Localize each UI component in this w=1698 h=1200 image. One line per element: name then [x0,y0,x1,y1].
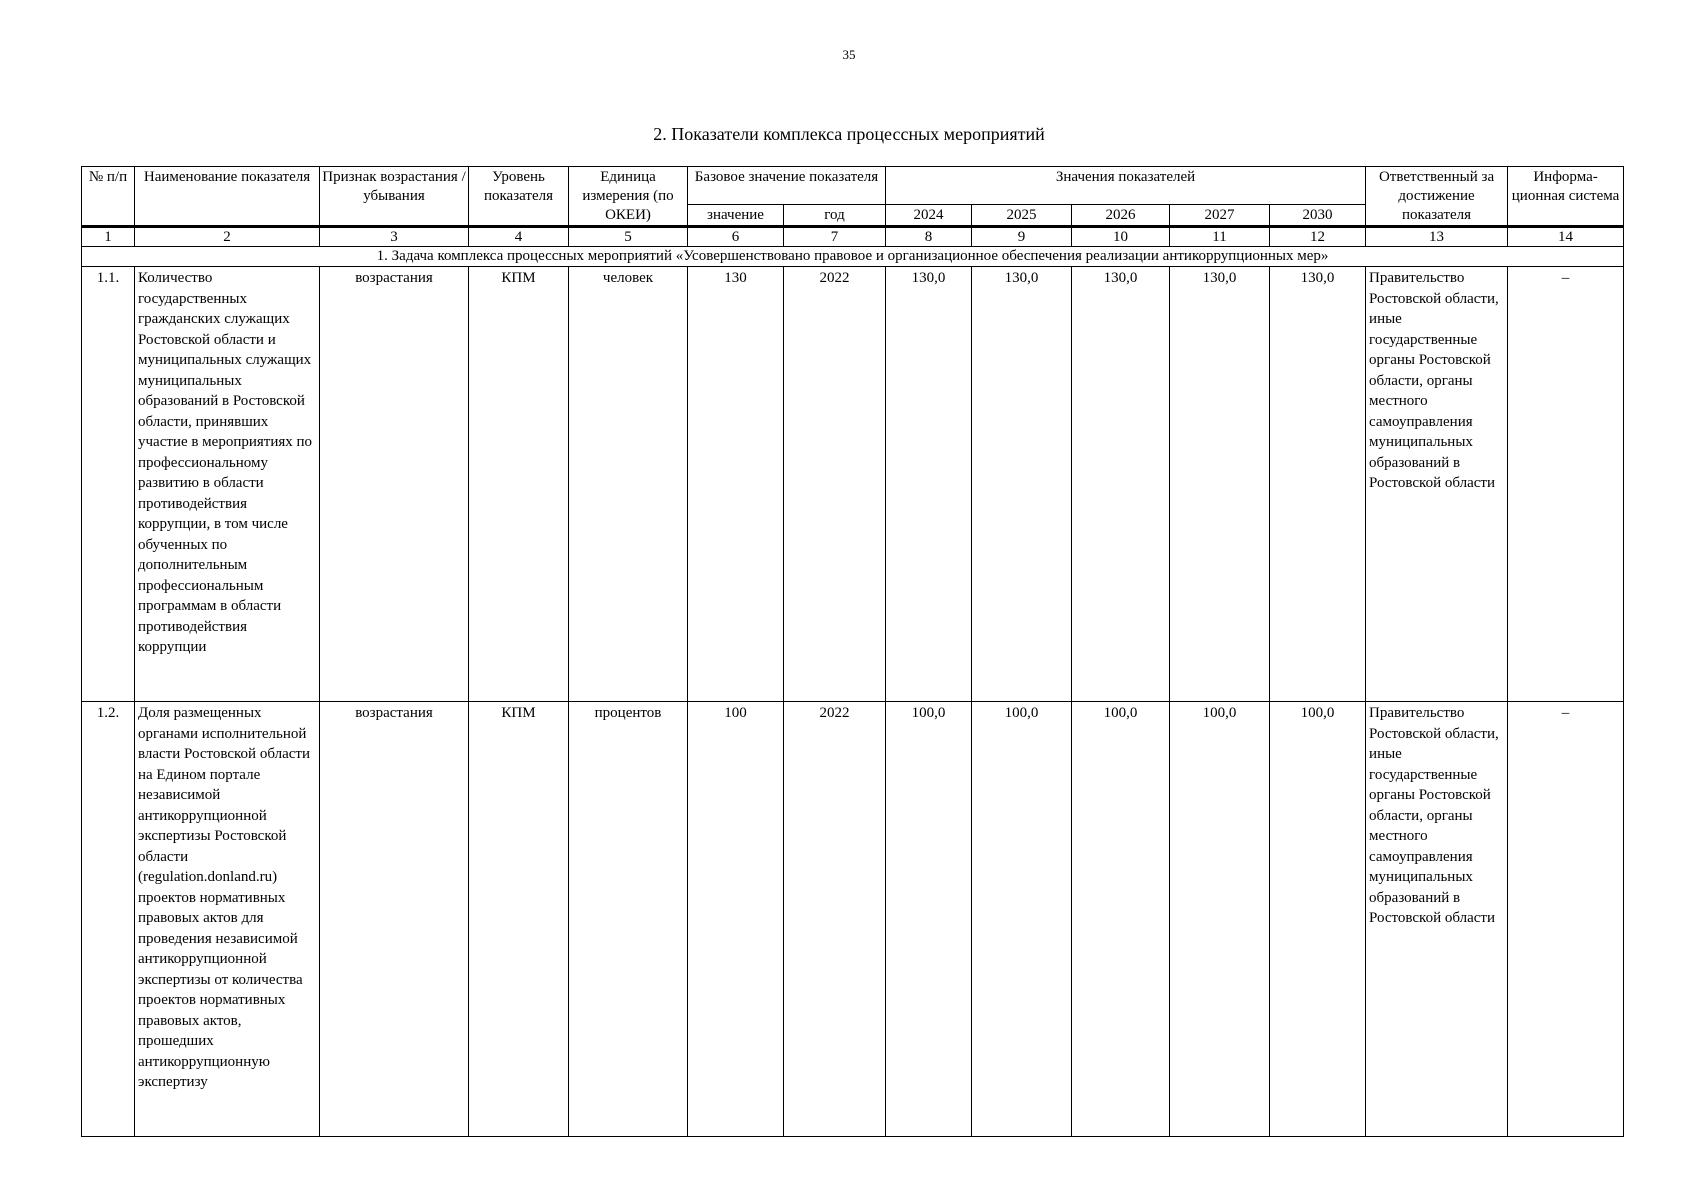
row-num: 1.1. [82,267,135,702]
row-unit: процентов [569,702,688,1137]
row-base-value: 100 [688,702,784,1137]
row-sign: возрастания [320,702,469,1137]
task-title: 1. Задача комплекса процессных мероприятий «Усовершенствовано правовое и организационное обеспечения реализации антикоррупционных мер» [82,247,1624,267]
row-value-2025: 130,0 [972,267,1072,702]
header-row-top [82,167,1624,205]
row-value-2027: 130,0 [1170,267,1270,702]
row-infosystem: – [1508,702,1624,1137]
header-sign: Признак возрастания / убывания [320,167,469,227]
header-base-year: год [784,205,886,227]
header-name: Наименование показателя [135,167,320,227]
page-number: 35 [842,47,856,62]
row-value-2026: 100,0 [1072,702,1170,1137]
task-row [82,247,1624,267]
column-number: 13 [1366,227,1508,247]
row-base-value: 130 [688,267,784,702]
row-level: КПМ [469,267,569,702]
table-row [82,267,1624,702]
row-value-2025: 100,0 [972,702,1072,1137]
row-base-year: 2022 [784,267,886,702]
header-num: № п/п [82,167,135,227]
header-unit: Единица измерения (по ОКЕИ) [569,167,688,227]
header-year-2030: 2030 [1270,205,1366,227]
row-level: КПМ [469,702,569,1137]
column-number: 1 [82,227,135,247]
column-number: 14 [1508,227,1624,247]
column-number: 7 [784,227,886,247]
header-values: Значения показателей [886,167,1366,205]
row-unit: человек [569,267,688,702]
header-year-2026: 2026 [1072,205,1170,227]
header-year-2024: 2024 [886,205,972,227]
row-name: Количество государственных гражданских служащих Ростовской области и муниципальных служащих муниципальных образований в Ростовской области, принявших участие в мероприятиях по профессиональному развитию в области противодействия коррупции, в том числе обученных по дополнительным профессиональным программам в области противодействия коррупции [135,267,320,702]
row-value-2030: 130,0 [1270,267,1366,702]
header-level: Уровень показателя [469,167,569,227]
header-year-2027: 2027 [1170,205,1270,227]
column-number: 8 [886,227,972,247]
row-base-year: 2022 [784,702,886,1137]
column-number: 9 [972,227,1072,247]
column-number: 4 [469,227,569,247]
row-value-2026: 130,0 [1072,267,1170,702]
header-base: Базовое значение показателя [688,167,886,205]
row-num: 1.2. [82,702,135,1137]
column-number-row [82,227,1624,247]
column-number: 2 [135,227,320,247]
column-number: 6 [688,227,784,247]
row-value-2030: 100,0 [1270,702,1366,1137]
header-year-2025: 2025 [972,205,1072,227]
row-value-2027: 100,0 [1170,702,1270,1137]
column-number: 3 [320,227,469,247]
header-responsible: Ответственный за достижение показателя [1366,167,1508,227]
column-number: 12 [1270,227,1366,247]
column-number: 10 [1072,227,1170,247]
row-responsible: Правительство Ростовской области, иные государственные органы Ростовской области, органы местного самоуправления муниципальных образований в Ростовской области [1366,267,1508,702]
row-responsible: Правительство Ростовской области, иные государственные органы Ростовской области, органы местного самоуправления муниципальных образований в Ростовской области [1366,702,1508,1137]
indicators-table [81,166,1624,1137]
row-value-2024: 100,0 [886,702,972,1137]
page-title: 2. Показатели комплекса процессных мероприятий [653,124,1045,144]
column-number: 5 [569,227,688,247]
row-value-2024: 130,0 [886,267,972,702]
table-row [82,702,1624,1137]
row-name: Доля размещенных органами исполнительной власти Ростовской области на Едином портале независимой антикоррупционной экспертизы Ростовской области (regulation.donland.ru) проектов нормативных правовых актов для проведения независимой антикоррупционной экспертизы от количества проектов нормативных правовых актов, прошедших антикоррупционную экспертизу [135,702,320,1137]
column-number: 11 [1170,227,1270,247]
row-sign: возрастания [320,267,469,702]
header-infosystem: Информа-ционная система [1508,167,1624,227]
header-base-value: значение [688,205,784,227]
row-infosystem: – [1508,267,1624,702]
